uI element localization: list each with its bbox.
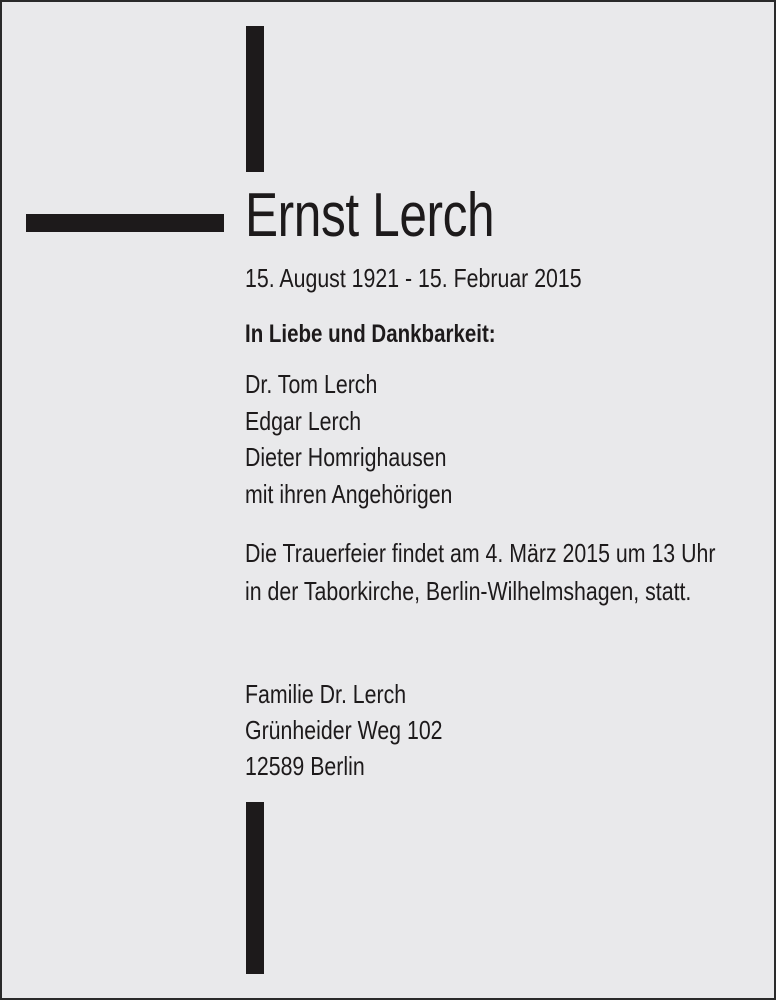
address-line: Familie Dr. Lerch [245,679,407,709]
mourners-list [245,366,452,512]
mourner-line: Edgar Lerch [245,405,362,436]
ceremony-line: Die Trauerfeier findet am 4. März 2015 um 13 Uhr [245,538,716,568]
deceased-name: Ernst Lerch [245,181,495,250]
mourner-line: Dr. Tom Lerch [245,369,378,399]
cross-bottom-bar [246,802,264,974]
address-line: Grünheider Weg 102 [245,715,443,745]
ceremony-info [245,534,715,610]
mourner-line: mit ihren Angehörigen [245,478,453,509]
ceremony-line: in der Taborkirche, Berlin-Wilhelmshagen, statt. [245,576,692,606]
cross-arm-bar [26,214,224,232]
mourner-line: Dieter Homrighausen [245,442,447,472]
family-address [245,676,443,784]
cross-top-bar [246,26,264,172]
dedication-heading: In Liebe und Dankbarkeit: [245,320,496,348]
address-line: 12589 Berlin [245,751,365,781]
life-dates: 15. August 1921 - 15. Februar 2015 [245,263,582,293]
